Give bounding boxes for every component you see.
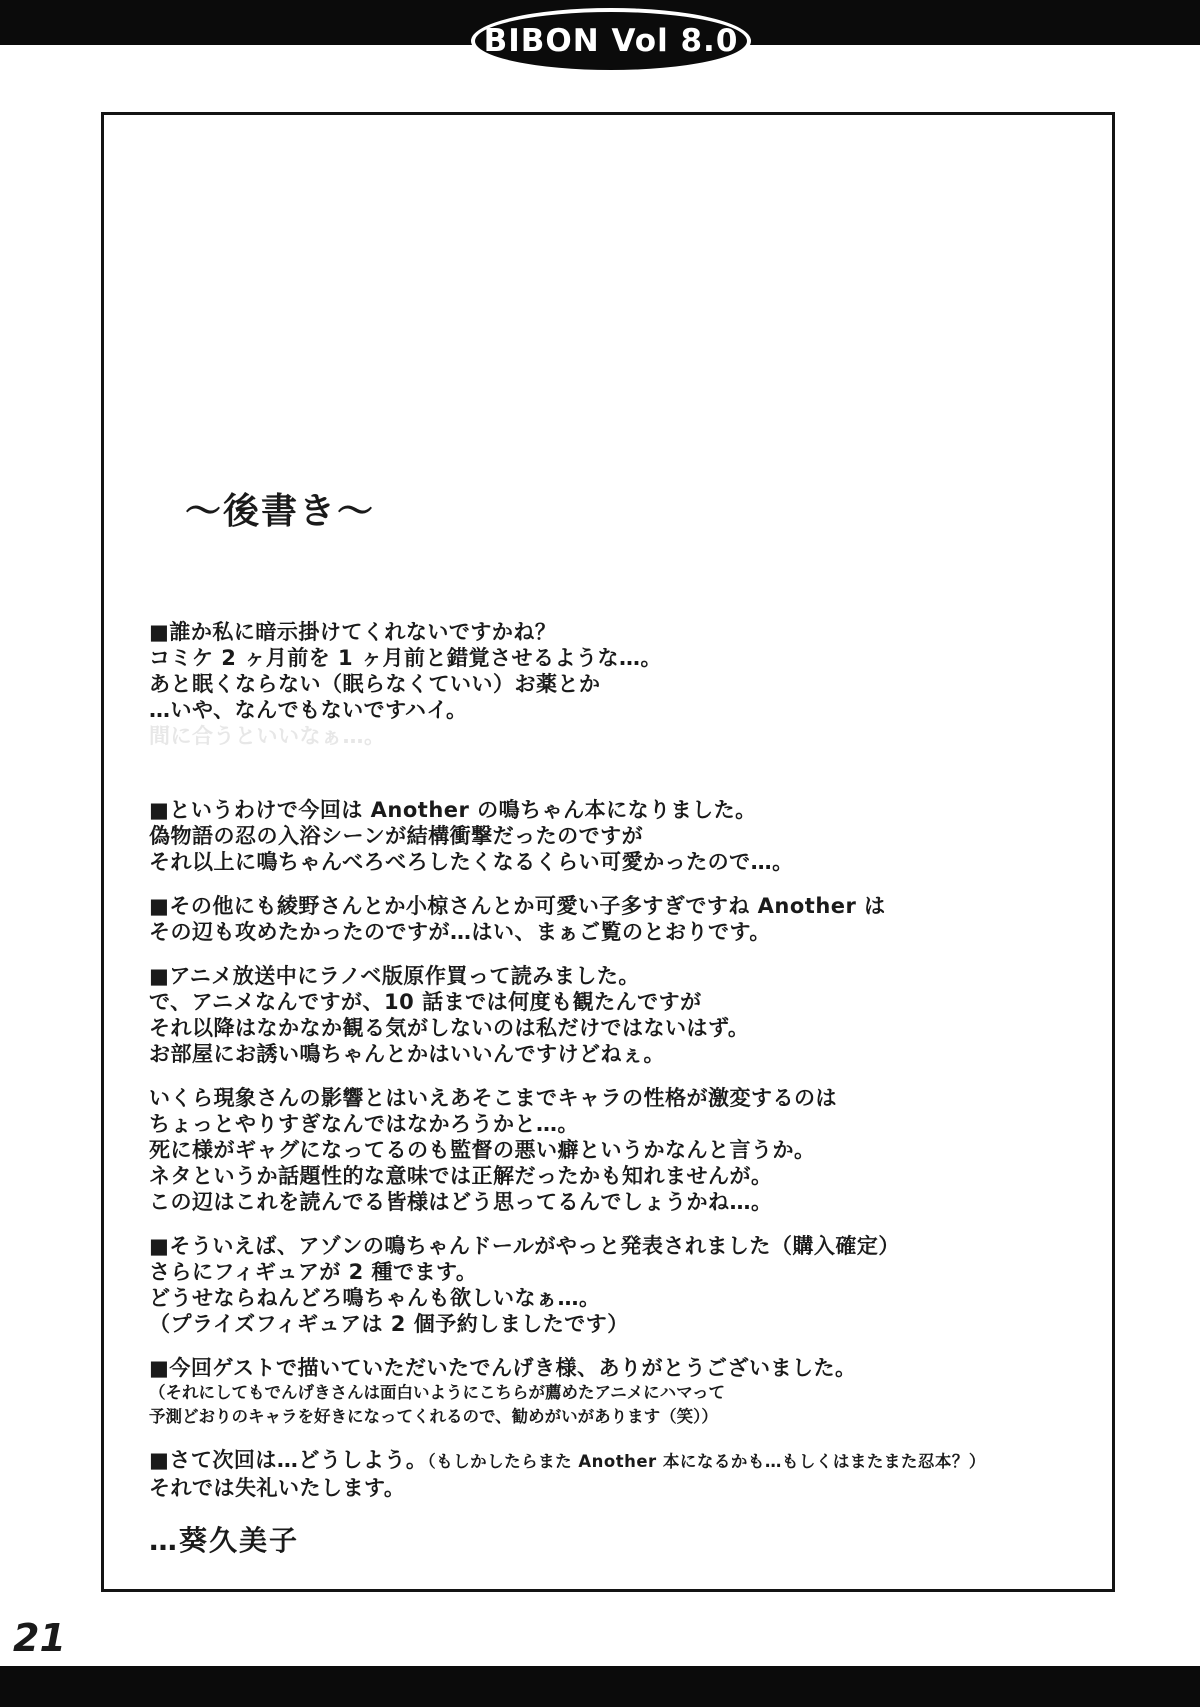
text-segment: いくら現象さんの影響とはいえあそこまでキャラの性格が激変するのは bbox=[149, 1086, 837, 1110]
text-segment: この辺はこれを読んでる皆様はどう思ってるんでしょうかね…。 bbox=[149, 1190, 773, 1214]
text-segment: 間に合うといいなぁ…。 bbox=[149, 724, 386, 748]
text-segment: あと眠くならない（眠らなくていい）お薬とか bbox=[149, 672, 601, 696]
text-line bbox=[149, 723, 1074, 749]
text-segment: （もしかしたらまた Another 本になるかも…もしくはまたまた忍本？） bbox=[427, 1452, 986, 1471]
paragraph bbox=[149, 1355, 1074, 1429]
paragraph bbox=[149, 1447, 1074, 1501]
text-segment: 予測どおりのキャラを好きになってくれるので、勧めがいがあります（笑）） bbox=[149, 1407, 718, 1426]
text-line bbox=[149, 1233, 1074, 1259]
paragraph bbox=[149, 797, 1074, 875]
text-line bbox=[149, 893, 1074, 919]
text-segment: お部屋にお誘い鳴ちゃんとかはいいんですけどねぇ。 bbox=[149, 1042, 665, 1066]
afterword-paragraphs bbox=[149, 619, 1074, 1501]
text-segment: 偽物語の忍の入浴シーンが結構衝撃だったのですが bbox=[149, 824, 644, 848]
text-segment: ■誰か私に暗示掛けてくれないですかね？ bbox=[149, 620, 557, 644]
text-line bbox=[149, 1355, 1074, 1381]
logo-text: BIBON Vol 8.0 bbox=[483, 23, 739, 59]
text-segment: コミケ 2 ヶ月前を 1 ヶ月前と錯覚させるような…。 bbox=[149, 646, 662, 670]
text-line bbox=[149, 849, 1074, 875]
text-line bbox=[149, 1259, 1074, 1285]
author-signature: …葵久美子 bbox=[149, 1524, 300, 1557]
text-segment: 死に様がギャグになってるのも監督の悪い癖というかなんと言うか。 bbox=[149, 1138, 816, 1162]
text-line bbox=[149, 1475, 1074, 1501]
text-line bbox=[149, 919, 1074, 945]
text-line bbox=[149, 1137, 1074, 1163]
text-segment: さらにフィギュアが 2 種でます。 bbox=[149, 1260, 478, 1284]
text-segment: それ以降はなかなか観る気がしないのは私だけではないはず。 bbox=[149, 1016, 750, 1040]
text-segment: …いや、なんでもないですハイ。 bbox=[149, 698, 468, 722]
text-line bbox=[149, 1405, 1074, 1429]
text-segment: ■というわけで今回は Another の鳴ちゃん本になりました。 bbox=[149, 798, 757, 822]
text-line bbox=[149, 797, 1074, 823]
text-line bbox=[149, 1189, 1074, 1215]
afterword-title: ～後書き～ bbox=[185, 491, 376, 532]
text-line bbox=[149, 1041, 1074, 1067]
paragraph bbox=[149, 893, 1074, 945]
text-line bbox=[149, 1381, 1074, 1405]
logo-badge bbox=[471, 8, 751, 74]
content-frame bbox=[101, 112, 1115, 1592]
paragraph bbox=[149, 963, 1074, 1067]
text-line bbox=[149, 697, 1074, 723]
text-segment: ■その他にも綾野さんとか小椋さんとか可愛い子多すぎですね Another は bbox=[149, 894, 886, 918]
text-segment: それでは失礼いたします。 bbox=[149, 1476, 406, 1500]
text-segment: （プライズフィギュアは 2 個予約しましたです） bbox=[149, 1312, 629, 1336]
footer-bar bbox=[0, 1666, 1200, 1707]
text-segment: それ以上に鳴ちゃんべろべろしたくなるくらい可愛かったので…。 bbox=[149, 850, 794, 874]
text-segment: で、アニメなんですが、10 話までは何度も観たんですが bbox=[149, 990, 702, 1014]
text-line bbox=[149, 1311, 1074, 1337]
page-number: 21 bbox=[13, 1616, 66, 1660]
text-segment: ■今回ゲストで描いていただいたでんげき様、ありがとうございました。 bbox=[149, 1356, 857, 1380]
text-line bbox=[149, 989, 1074, 1015]
text-line bbox=[149, 1085, 1074, 1111]
text-segment: （それにしてもでんげきさんは面白いようにこちらが薦めたアニメにハマって bbox=[149, 1383, 726, 1402]
text-segment: ■アニメ放送中にラノベ版原作買って読みました。 bbox=[149, 964, 640, 988]
text-line bbox=[149, 619, 1074, 645]
text-line bbox=[149, 823, 1074, 849]
text-line bbox=[149, 1447, 1074, 1475]
text-segment: ネタというか話題性的な意味では正解だったかも知れませんが。 bbox=[149, 1164, 773, 1188]
text-line bbox=[149, 1111, 1074, 1137]
paragraph bbox=[149, 1233, 1074, 1337]
text-line bbox=[149, 963, 1074, 989]
text-segment: ちょっとやりすぎなんではなかろうかと…。 bbox=[149, 1112, 579, 1136]
paragraph bbox=[149, 619, 1074, 749]
text-line bbox=[149, 1163, 1074, 1189]
text-segment: ■そういえば、アゾンの鳴ちゃんドールがやっと発表されました（購入確定） bbox=[149, 1234, 900, 1258]
text-segment: その辺も攻めたかったのですが…はい、まぁご覧のとおりです。 bbox=[149, 920, 771, 944]
text-line bbox=[149, 1285, 1074, 1311]
text-line bbox=[149, 645, 1074, 671]
paragraph bbox=[149, 1085, 1074, 1215]
text-line bbox=[149, 671, 1074, 697]
text-line bbox=[149, 1015, 1074, 1041]
text-segment: ■さて次回は…どうしよう。 bbox=[149, 1448, 428, 1472]
text-segment: どうせならねんどろ鳴ちゃんも欲しいなぁ…。 bbox=[149, 1286, 601, 1310]
